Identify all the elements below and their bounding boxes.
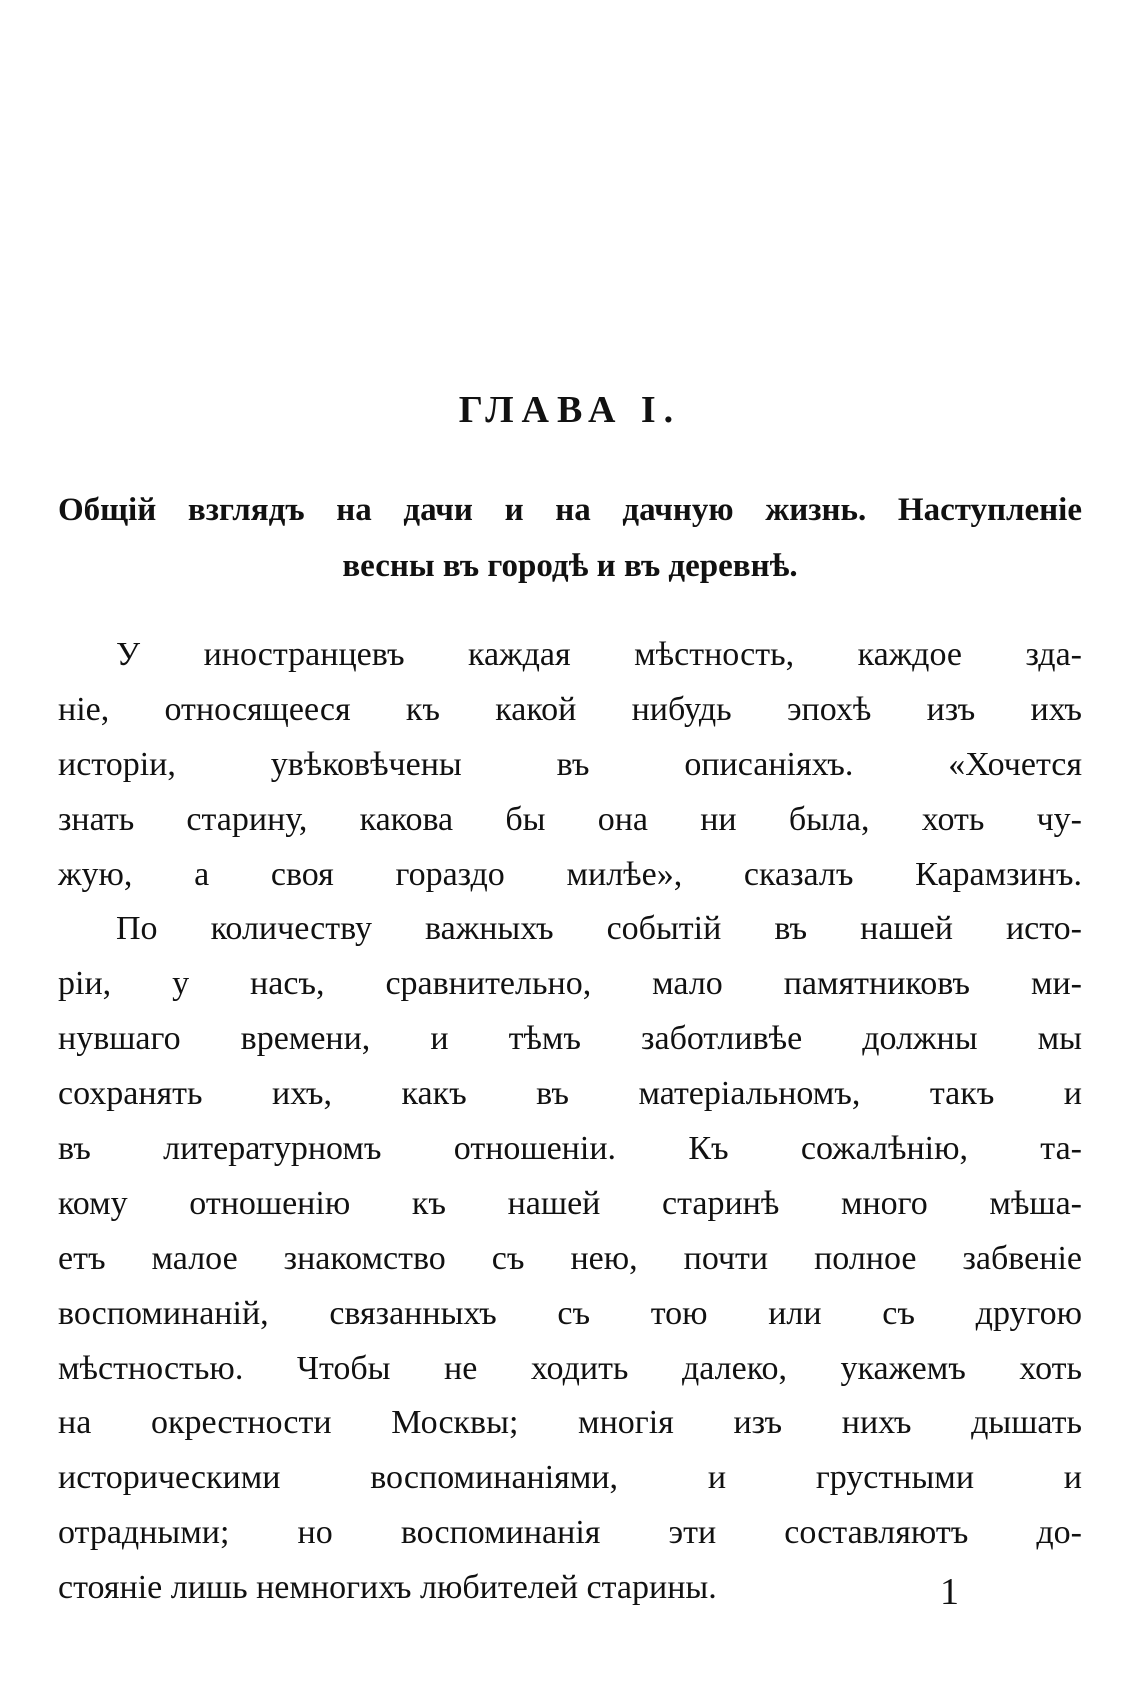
- text-line: сохранять ихъ, какъ въ матеріальномъ, такъ и: [58, 1075, 1082, 1113]
- text-line: нувшаго времени, и тѣмъ заботливѣе должны мы: [58, 1020, 1082, 1058]
- text-line: историческими воспоминаніями, и грустными и: [58, 1459, 1082, 1497]
- chapter-subtitle: [58, 482, 1082, 594]
- text-line: отрадными; но воспоминанія эти составляютъ до-: [58, 1514, 1082, 1552]
- text-line: ніе, относящееся къ какой нибудь эпохѣ изъ ихъ: [58, 690, 1082, 728]
- text-line: мѣстностью. Чтобы не ходить далеко, укажемъ хоть: [58, 1349, 1082, 1387]
- text-line: По количеству важныхъ событій въ нашей исто-: [116, 910, 1082, 948]
- chapter-heading: ГЛАВА I.: [458, 389, 682, 431]
- text-line: въ литературномъ отношеніи. Къ сожалѣнію, та-: [58, 1130, 1082, 1168]
- body-text: [58, 628, 1082, 1616]
- subtitle-line: Общій взглядъ на дачи и на дачную жизнь. Наступленіе: [58, 492, 1082, 528]
- text-line: етъ малое знакомство съ нею, почти полное забвеніе: [58, 1239, 1082, 1277]
- text-line: на окрестности Москвы; многія изъ нихъ дышать: [58, 1404, 1082, 1442]
- text-line: ріи, у насъ, сравнительно, мало памятниковъ ми-: [58, 965, 1082, 1003]
- text-line: воспоминаній, связанныхъ съ тою или съ другою: [58, 1294, 1082, 1332]
- text-line: жую, а своя гораздо милѣе», сказалъ Карамзинъ.: [58, 855, 1082, 893]
- text-line: кому отношенію къ нашей старинѣ много мѣша-: [58, 1184, 1082, 1222]
- subtitle-line: весны въ городѣ и въ деревнѣ.: [342, 548, 798, 584]
- text-line: стояніе лишь немногихъ любителей старины.: [58, 1569, 717, 1607]
- text-line: знать старину, какова бы она ни была, хоть чу-: [58, 800, 1082, 838]
- text-line: У иностранцевъ каждая мѣстность, каждое зда-: [116, 636, 1082, 673]
- text-line: исторіи, увѣковѣчены въ описаніяхъ. «Хочется: [58, 745, 1082, 783]
- page-number: 1: [940, 1571, 959, 1613]
